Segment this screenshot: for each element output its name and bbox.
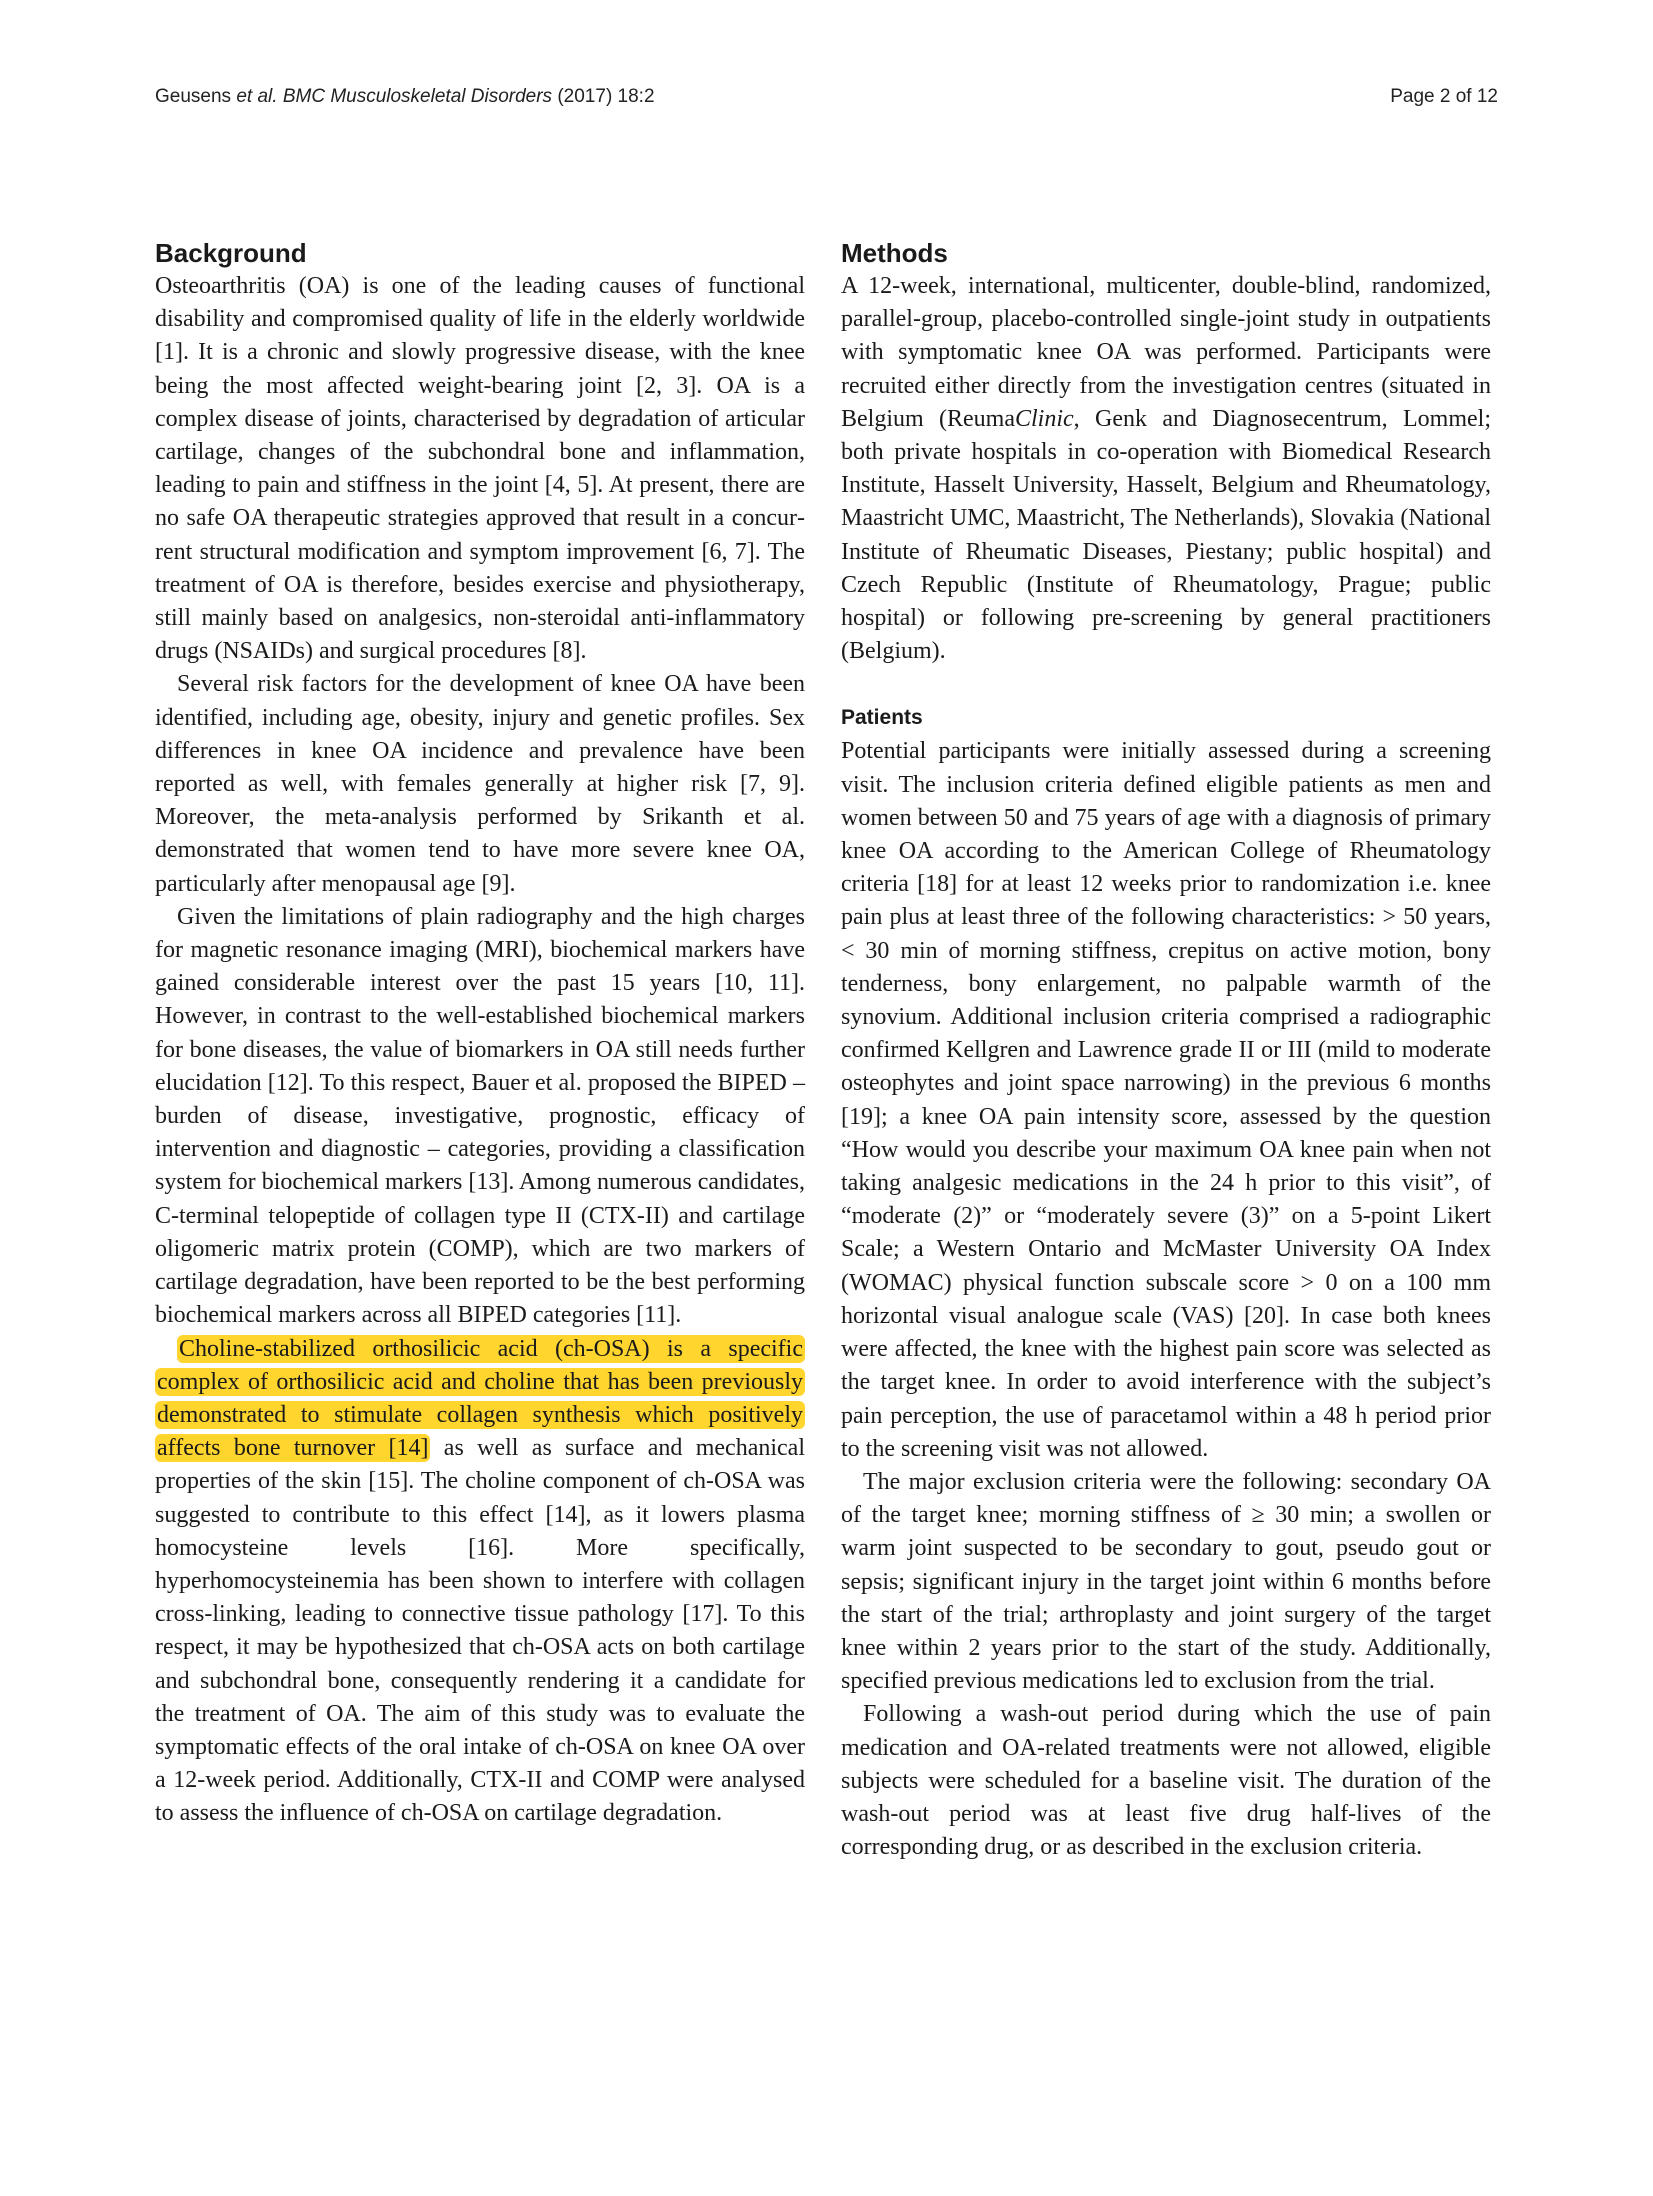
citation-year-volume: (2017) 18:2: [557, 86, 655, 107]
background-paragraph-4-rest: as well as surface and mechanical properties of the skin [15]. The choline component of ch-OSA was suggested to contribute to this effect [14], as it lowers plasma homocysteine levels [16]. More specifically, hyperhomocysteinemia has been shown to interfere with collagen cross-linking, leading to connective tissue pathology [17]. To this respect, it may be hypothesized that ch-OSA acts on both cartilage and subchondral bone, consequently rendering it a candidate for the treatment of OA. The aim of this study was to evaluate the symptomatic effects of the oral intake of ch-OSA on knee OA over a 12-week period. Additionally, CTX-II and COMP were analysed to assess the influence of ch-OSA on cartilage degradation.: [155, 1435, 805, 1827]
methods-paragraph-1-italic: Clinic: [1015, 405, 1074, 432]
citation-authors: Geusens: [155, 86, 232, 107]
methods-paragraph-1: [841, 270, 1491, 668]
patients-heading: Patients: [841, 706, 923, 730]
background-paragraph-2: Several risk factors for the development of knee OA have been identified, including age, obesity, injury and genetic profiles. Sex differences in knee OA incidence and prevalence have been reported as well, with females generally at higher risk [7, 9]. Moreover, the meta-analysis performed by Srikanth et al. demonstrated that women tend to have more severe knee OA, particularly after menopausal age [9].: [155, 671, 805, 897]
background-paragraph-3: Given the limitations of plain radiography and the high charges for magnetic resonance imaging (MRI), biochemical markers have gained considerable interest over the past 15 years [10, 11]. However, in contrast to the well-established biochemical markers for bone diseases, the value of biomarkers in OA still needs further elucidation [12]. To this respect, Bauer et al. proposed the BIPED – burden of disease, investigative, prognostic, efficacy of intervention and diagnostic – categories, providing a classification system for biochemical markers [13]. Among numerous candidates, C-terminal telopeptide of collagen type II (CTX-II) and cartilage oligomeric matrix protein (COMP), which are two markers of cartilage degradation, have been reported to be the best performing biochemical markers across all BIPED categories [11].: [155, 903, 805, 1329]
background-paragraph-1: Osteoarthritis (OA) is one of the leading causes of functional disability and compromised quality of life in the elderly worldwide [1]. It is a chronic and slowly progressive disease, with the knee being the most affected weight-bearing joint [2, 3]. OA is a complex disease of joints, characterised by degradation of articular cartilage, changes of the subchondral bone and inflammation, leading to pain and stiffness in the joint [4, 5]. At present, there are no safe OA therapeutic strategies approved that result in a concurrent structural modification and symptom improvement [6, 7]. The treatment of OA is therefore, besides exercise and physiotherapy, still mainly based on analgesics, non-steroidal anti-inflammatory drugs (NSAIDs) and surgical procedures [8].: [155, 273, 805, 665]
methods-paragraph-1-part-b: , Genk and Diagnosecentrum, Lommel; both private hospitals in co-operation with Biomedical Research Institute, Hasselt University, Hasselt, Belgium and Rheumatology, Maastricht UMC, Maastricht, The Netherlands), Slovakia (National Institute of Rheumatic Diseases, Piestany; public hospital) and Czech Republic (Institute of Rheumatology, Prague; public hospital) or following pre-screening by general practitioners (Belgium).: [841, 405, 1491, 665]
highlighted-text: Choline-stabilized orthosilicic acid (ch-OSA) is a specific complex of orthosilicic acid and choline that has been previously demonstrated to stimulate collagen synthesis which positively affects bone turnover [14]: [157, 1335, 803, 1462]
article-citation: [155, 86, 655, 108]
section-gap: [841, 668, 1491, 701]
patients-paragraph-2: The major exclusion criteria were the following: secondary OA of the target knee; morning stiffness of ≥ 30 min; a swollen or warm joint suspected to be secondary to gout, pseudo gout or sepsis; significant injury in the target joint within 6 months before the start of the trial; arthroplasty and joint surgery of the target knee within 2 years prior to the start of the study. Additionally, specified previous medications led to exclusion from the trial.: [841, 1468, 1491, 1695]
patients-paragraph-1: Potential participants were initially assessed during a screening visit. The inclusion criteria defined eligible patients as men and women between 50 and 75 years of age with a diagnosis of primary knee OA according to the American College of Rheumatology criteria [18] for at least 12 weeks prior to randomization i.e. knee pain plus at least three of the following characteristics: > 50 years, < 30 min of morning stiffness, crepitus on active motion, bony tenderness, bony enlargement, no palpable warmth of the synovium. Additional inclusion criteria comprised a radiographic confirmed Kellgren and Lawrence grade II or III (mild to moderate osteophytes and joint space narrowing) in the previous 6 months [19]; a knee OA pain intensity score, assessed by the question “How would you describe your maximum OA knee pain when not taking analgesic medications in the 24 h prior to this visit”, of “moderate (2)” or “moderately severe (3)” on a 5-point Likert Scale; a Western Ontario and McMaster University OA Index (WOMAC) physical function subscale score > 0 on a 100 mm horizontal visual analogue scale (VAS) [20]. In case both knees were affected, the knee with the highest pain score was selected as the target knee. In order to avoid interference with the subject’s pain perception, the use of paracetamol within a 48 h period prior to the screening visit was not allowed.: [841, 738, 1491, 1462]
left-column: [155, 236, 805, 1831]
patients-paragraph-3: Following a wash-out period during which the use of pain medication and OA-related treatments were not allowed, eligible subjects were scheduled for a baseline visit. The duration of the wash-out period was at least five drug half-lives of the corresponding drug, or as described in the exclusion criteria.: [841, 1701, 1491, 1861]
background-paragraph-4: [155, 1333, 805, 1831]
right-column: [841, 236, 1491, 1864]
methods-heading: Methods: [841, 238, 948, 268]
citation-journal: BMC Musculoskeletal Disorders: [282, 86, 553, 107]
page-number: Page 2 of 12: [1390, 86, 1498, 107]
citation-et-al: et al.: [236, 86, 278, 107]
methods-paragraph-1-part-a: A 12-week, international, multicenter, double-blind, randomized, parallel-group, placebo-controlled single-joint study in outpatients with symptomatic knee OA was performed. Participants were recruited either directly from the investigation centres (situated in Belgium (Reuma: [841, 273, 1491, 432]
background-heading: Background: [155, 238, 307, 268]
